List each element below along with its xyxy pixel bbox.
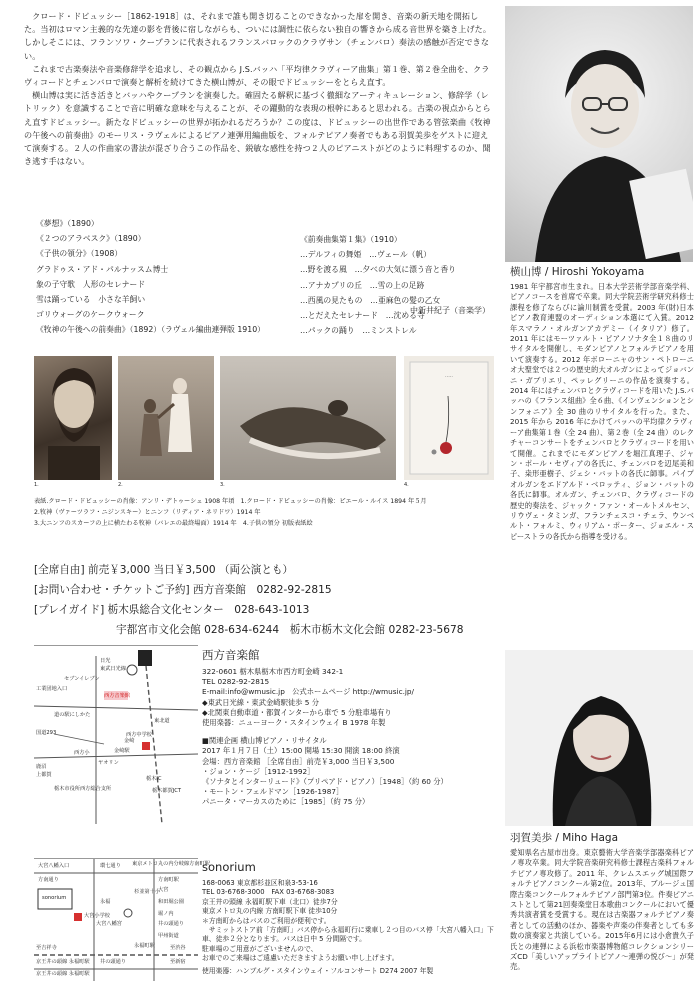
map-label: 日光	[100, 658, 111, 664]
map-label: 至渋谷	[170, 945, 186, 951]
map-label: 環七通り	[100, 863, 121, 869]
figure-number: 1.	[34, 482, 39, 488]
venue1-title: 西方音楽館	[202, 648, 260, 662]
map-label: セブンイレブン	[64, 676, 100, 682]
program-item: …アナカプリの丘 …雪の上の足跡	[300, 280, 425, 290]
map-label: 金崎駅	[114, 748, 130, 754]
map-label: 工業団地入口	[36, 686, 68, 692]
map-label: 鹿沼	[36, 764, 47, 770]
caption-line: 3.大ニンフのスカーフの上に横たわる牧神（バレエの最終場面）1914 年 4.子供の領分 初版表紙絵	[34, 520, 313, 527]
map-label: 方南通り	[38, 877, 59, 883]
spacer	[202, 728, 498, 736]
map-label: 栃木都賀JCT	[152, 788, 182, 794]
caption-line: 2.牧神（ヴァーツラフ・ニジンスキー）とニンフ（リディア・ネリドワ）1914 年	[34, 509, 261, 516]
map-label: 至吉祥寺	[36, 945, 57, 951]
venue1-line: 使用楽器：ニューヨーク・スタインウェイ B 1978 年製	[202, 718, 386, 728]
essay-paragraph: これまで古楽奏法や音楽修辞学を追求し、その観点から J.S.バッハ「平均律クラヴィーア曲集」第１巻、第２巻全曲を、クラヴィコードとチェンバロで演奏と解析を続けてきた横山博が、その眼でドビュッシーをとらえ直す。	[24, 63, 490, 88]
performer1-name: 横山博 / Hiroshi Yokoyama	[510, 266, 645, 278]
program-item: …野を渡る風 …夕べの大気に漂う音と香り	[300, 265, 456, 275]
figure-number: 3.	[220, 482, 225, 488]
venue1-line: 2017 年１月７日（土）15:00 開場 15:30 開演 18:00 終演	[202, 746, 400, 756]
program-item: 《前奏曲集第１集》（1910）	[300, 235, 402, 244]
figure-caption	[34, 496, 504, 529]
map-label: 甲州街道	[158, 933, 179, 939]
map-label: 堀ノ内	[158, 911, 174, 917]
program-right	[300, 232, 456, 338]
program-item: グラドゥス・アド・パルナッスム博士	[36, 264, 169, 274]
essay	[24, 10, 494, 168]
map-label: 井の頭通り	[158, 921, 184, 927]
map-label: 大宮小学校	[84, 913, 110, 919]
venue1-line: ◆東武日光線・東武金崎駅徒歩 5 分	[202, 697, 320, 707]
map-label: 東北道	[154, 718, 170, 724]
venue1-line: E-mail:info@wmusic.jp 公式ホームページ http://wmusic.jp/	[202, 687, 415, 697]
venue1-line: ・ジョン・ケージ［1912-1992］	[202, 766, 315, 776]
map-label: 京王井の頭線 永福町駅	[36, 971, 90, 977]
map-label: 至新宿	[170, 959, 186, 965]
map-label: 大宮八幡宮	[96, 921, 122, 927]
venue2-line: 168-0063 東京都杉並区和泉3-53-16	[202, 879, 318, 887]
figure-2-faun-nymph	[118, 356, 214, 480]
map-label: ヤオリン	[98, 760, 119, 766]
essay-paragraph: 横山博は実に活き活きとバッハやクープランを演奏した。確固たる解釈に基づく徹細なアーティキュレーション、修辞学（レトリック）を意識することで音に明確な意味を与えることが、その躍動的な表現の根幹にあると思われる。古楽の視点からとらえ直すドビュッシー。新たなドビュッシーの世界が拓かれるだろうか？この度は、ドビュッシーの出世作である管弦楽曲《牧神の午後への前奏曲》のモーリス・ラヴェルによるピアノ連弾用編曲版を、フォルテピアノ奏者でもある羽賀美歩をゲストに迎えて演奏する。２人の作曲家の書法が混ざり合うこの作品を、鋭敏な感性を持つ２人のピアニストがどのように料理するのか、聞き逃す手はない。	[24, 90, 491, 167]
program-left	[36, 216, 265, 338]
venue1-line: 322-0601 栃木県栃木市西方町金崎 342-1	[202, 667, 344, 676]
map-label: 杉並第十小	[134, 889, 160, 895]
ticket-info	[34, 560, 464, 640]
venue2-map	[34, 858, 210, 981]
map-label: sonorium	[42, 895, 67, 901]
map-label: 上都賀	[36, 772, 52, 778]
performer1-photo	[505, 6, 693, 262]
program-item: …デルフィの舞姫 …ヴェール（帆）	[300, 250, 432, 260]
program-item: 《牧神の午後への前奏曲》（1892）（ラヴェル編曲連弾版 1910）	[36, 325, 265, 335]
venue2-title: sonorium	[202, 860, 256, 874]
venue1-line: パニータ・マーカスのために［1985］（約 75 分）	[202, 797, 370, 807]
program-item: 雪は踊っている 小さな羊飼い	[36, 295, 146, 305]
venue2-line: 使用楽器：ハンブルグ・スタインウェイ・フルコンサート D274 2007 年製	[202, 966, 434, 975]
map-label: 西方小	[74, 750, 90, 756]
map-label: 京王井の頭線 永福町駅	[36, 959, 90, 965]
venue2-line: サミットストア前「方南町」バス停から永福町行に乗車し２つ目のバス停「大宮八幡入口」下車、徒歩２分となります。バスは日中 5 分間隔です。	[202, 926, 494, 944]
ticket-playguide-more: 宇都宮市文化会館 028-634-6244 栃木市栃木文化会館 0282-23-5678	[116, 624, 464, 636]
svg-text:·····: ·····	[445, 374, 453, 380]
map-label: 道の駅にしかた	[54, 712, 91, 718]
program-item: …とだえたセレナード …沈める寺	[300, 311, 425, 321]
map-label: 金崎	[124, 738, 135, 744]
figure-3-faun-scarf	[220, 356, 396, 480]
venue2-line: 京王井の頭線 永福町駅下車（北口）徒歩7分	[202, 897, 338, 906]
program-item: …パックの踊り …ミンストレル	[300, 326, 417, 336]
essay-author: 中新井紀子（音楽学）	[410, 306, 490, 315]
venue1-line: 《ソナタとインターリュード》（プリペアド・ピアノ）［1948］（約 60 分）	[202, 777, 448, 787]
performer2-name: 羽賀美歩 / Miho Haga	[510, 832, 619, 844]
program-item: 象の子守歌 人形のセレナード	[36, 279, 146, 289]
map-label: 国道293	[36, 730, 57, 736]
caption-line: 表紙.クロード・ドビュッシーの肖像：アンリ・デトゥーシュ 1908 年頃 1.クロード・ドビュッシーの肖像：ピエール・ルイス 1894 年５月	[34, 498, 427, 505]
map-label: 東京メトロ丸の内分岐線方南町駅	[132, 861, 210, 867]
map-label: 和田堀公園	[158, 899, 184, 905]
venue1-map	[34, 645, 198, 824]
program-item: 《子供の領分》（1908）	[36, 249, 123, 259]
venue1-line: TEL 0282-92-2815	[202, 677, 270, 687]
program-item: …西風の見たもの …亜麻色の髪の乙女	[300, 295, 441, 305]
map-label: 東武日光線	[100, 666, 126, 672]
figure-1-portrait	[34, 356, 112, 480]
map-label: 西方音楽館	[104, 693, 130, 699]
venue2-line: 駐車場のご用意がございませんので、	[202, 944, 318, 953]
program-item: ゴリウォーグのケークウォーク	[36, 310, 145, 320]
venue1-line: ■関連企画 横山博ピアノ・リサイタル	[202, 736, 327, 746]
ticket-playguide: [プレイガイド] 栃木県総合文化センター 028-643-1013	[34, 604, 310, 616]
map-label: 栃木IC	[146, 776, 162, 782]
map-label: 方南町駅	[158, 877, 179, 883]
figure-number: 2.	[118, 482, 123, 488]
map-label: 井の頭通り	[100, 959, 126, 965]
essay-paragraph: クロード・ドビュッシー［1862-1918］は、それまで誰も開き切ることのできなかった扉を開き、音楽の新天地を開拓した。当初はロマン主義的な先達の影を背後に宿しながらも、ついには調性に依らない独自の響きから成る音世界を築き上げた。しかしそこには、フランソワ・クープランに代表されるフランスバロックのクラヴサン（チェンバロ）奏法の感触が否定できない。	[24, 11, 492, 61]
performer2-photo	[505, 650, 693, 826]
ticket-price: [全席自由] 前売￥3,000 当日￥3,500 （両公演とも）	[34, 564, 294, 576]
venue2-info	[202, 858, 498, 976]
figure-4-childrens-corner-cover	[404, 356, 494, 480]
program-item: 《２つのアラベスク》（1890）	[36, 234, 146, 244]
map-label: 永福	[100, 899, 111, 905]
venue2-line: ＊方南町からはバスのご利用が便利です。	[202, 916, 331, 925]
map-label: 大宮	[158, 887, 169, 893]
venue2-line: 東京メトロ丸の内線 方南町駅下車 徒歩10分	[202, 907, 338, 916]
venue2-line: お車でのご来場はご遠慮いただきますようお願い申し上げます。	[202, 954, 399, 963]
program-item: 《夢想》（1890）	[36, 219, 99, 228]
venue1-info	[202, 646, 498, 808]
map-label: 栃木市役所西方総合支所	[54, 786, 112, 792]
ticket-contact: [お問い合わせ・チケットご予約] 西方音楽館 0282-92-2815	[34, 584, 332, 596]
map-label: 永福町駅	[134, 943, 155, 949]
venue1-line: ・モートン・フェルドマン［1926-1987］	[202, 787, 344, 797]
venue2-line: TEL 03-6768-3000 FAX 03-6768-3083	[202, 888, 335, 897]
venue1-line: 会場：西方音楽館 ［全席自由］前売￥3,000 当日￥3,500	[202, 756, 395, 766]
map-label: 西方中学校	[126, 732, 152, 738]
map-label: 大宮八幡入口	[38, 863, 70, 869]
figure-number: 4.	[404, 482, 409, 488]
venue1-line: ◆北関東自動車道・都賀インターから車で 5 分駐車場有り	[202, 707, 392, 717]
performer1-bio: 1981 年宇都宮市生まれ。日本大学芸術学部音楽学科、ピアノコースを首席で卒業。同大学院芸術学研究科修士課程を修了ならびに論川制賞を受賞。2003 年(財)日本ピアノ教育連盟のオーディション本選にて入賞。2012 年スマラノ・オルガンアカデミー（イタリア）修了。2011 年にはモーツァルト・ピアノソナタ全１８曲のリサイタルを開催し、モダンピアノとフォルテピアノを用いて演奏する。2012 年ボローニャのサン・ペトローニオ大聖堂では２つの歴史的大オルガンによってジョバンニ・ガブリエリ、ペッレグリーニの作品を演奏する。2014 年にはチェンバロとクラヴィコードを用いた J.S.バッハの《フランス組曲》全６曲、《インヴェンションとシンフォニア》全 30 曲のリサイタルを行った。また、2015 年から 2016 年にかけてバッハの平均律クラヴィーア曲集第１巻（全 24 曲）、第２巻（全 24 曲）のレクチャーコンサートをチェンバロとクラヴィコードを用いて開催。これまでにモダンピアノを堀江真理子、ジャン・ポール・セヴィアの各氏に、チェンバロを辺尾美和子、桒形亜樹子、ジェシ・バットの各氏に師事。パイプオルガンをエドアルド・ベロッティ、ジョン・バットの各氏に師事。オルガン、チェンバロ、クラヴィコードの歴史的奏法を、ジャック・ファン・オールトメルセン、リウヴェ・タミンガ、フランチェスコ・チェラ、ウンベルト・フォルミ、ウィリアム・ポーター、ジョエル・スピーストラの各氏から指導を受ける。	[510, 282, 694, 541]
performer2-bio: 愛知県名古屋市出身。東京藝術大学音楽学部器楽科ピアノ専攻卒業。同大学院音楽研究科修士課程古楽科フォルテピアノ専攻修了。2011 年、クレムスエッグ城国際フォルテピアノコンクール第2位。2013年、ブルージュ国際古楽コンクールフォルテピアノ部門第3位。件奏ピアニストとして第21回奏楽堂日本歌曲コンクールにおいて優秀共演者賞を受賞する。現在は古楽器フォルテピアノ奏者としての活動のほか、器楽や声楽の伴奏者としても多数の演奏家と共演している。2015年6月には小倉貴久子氏との連弾による浜松市楽器博物館コレクションシリーズCD「美しいアップライトピアノ～連弾の悦び～」が発売。	[510, 848, 694, 972]
